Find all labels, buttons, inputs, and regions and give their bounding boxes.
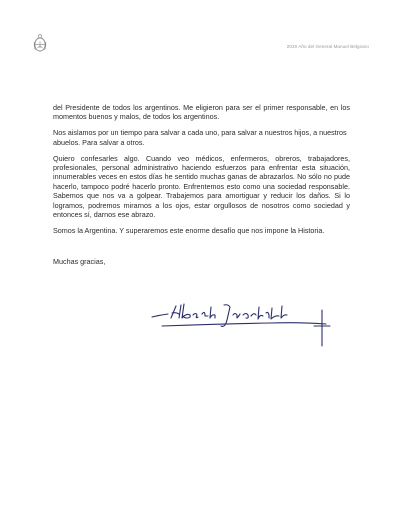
header-year-text: 2020 Año del General Manuel Belgrano — [286, 44, 369, 49]
closing-text: Muchas gracias, — [53, 257, 106, 266]
argentina-seal-icon — [33, 33, 47, 53]
paragraph: del Presidente de todos los argentinos. Me eligieron para ser el primer responsable, en los momentos buenos y malos, de todos los argentinos. — [53, 103, 350, 122]
paragraph: Quiero confesarles algo. Cuando veo médicos, enfermeros, obreros, trabajadores, profesionales, personal administrativo haciendo esfuerzos para enfrentar esta situación, innumerables veces en estos días he sentido muchas ganas de abrazarlos. No sólo no pude hacerlo, tampoco podré hacerlo pronto. Enfrentemos esto como una sociedad responsable. Sabemos que nos va a golpear. Trabajemos para amortiguar y reducir los daños. Si lo logramos, podremos mirarnos a los ojos, estar orgullosos de nosotros como sociedad y entonces sí, darnos ese abrazo. — [53, 153, 350, 220]
signature-icon — [150, 298, 345, 350]
paragraph: Somos la Argentina. Y superaremos este enorme desafío que nos impone la Historia. — [53, 225, 325, 235]
paragraph: Nos aislamos por un tiempo para salvar a cada uno, para salvar a nuestros hijos, a nuestros abuelos. Para salvar a otros. — [53, 128, 347, 147]
letter-body — [53, 103, 350, 242]
